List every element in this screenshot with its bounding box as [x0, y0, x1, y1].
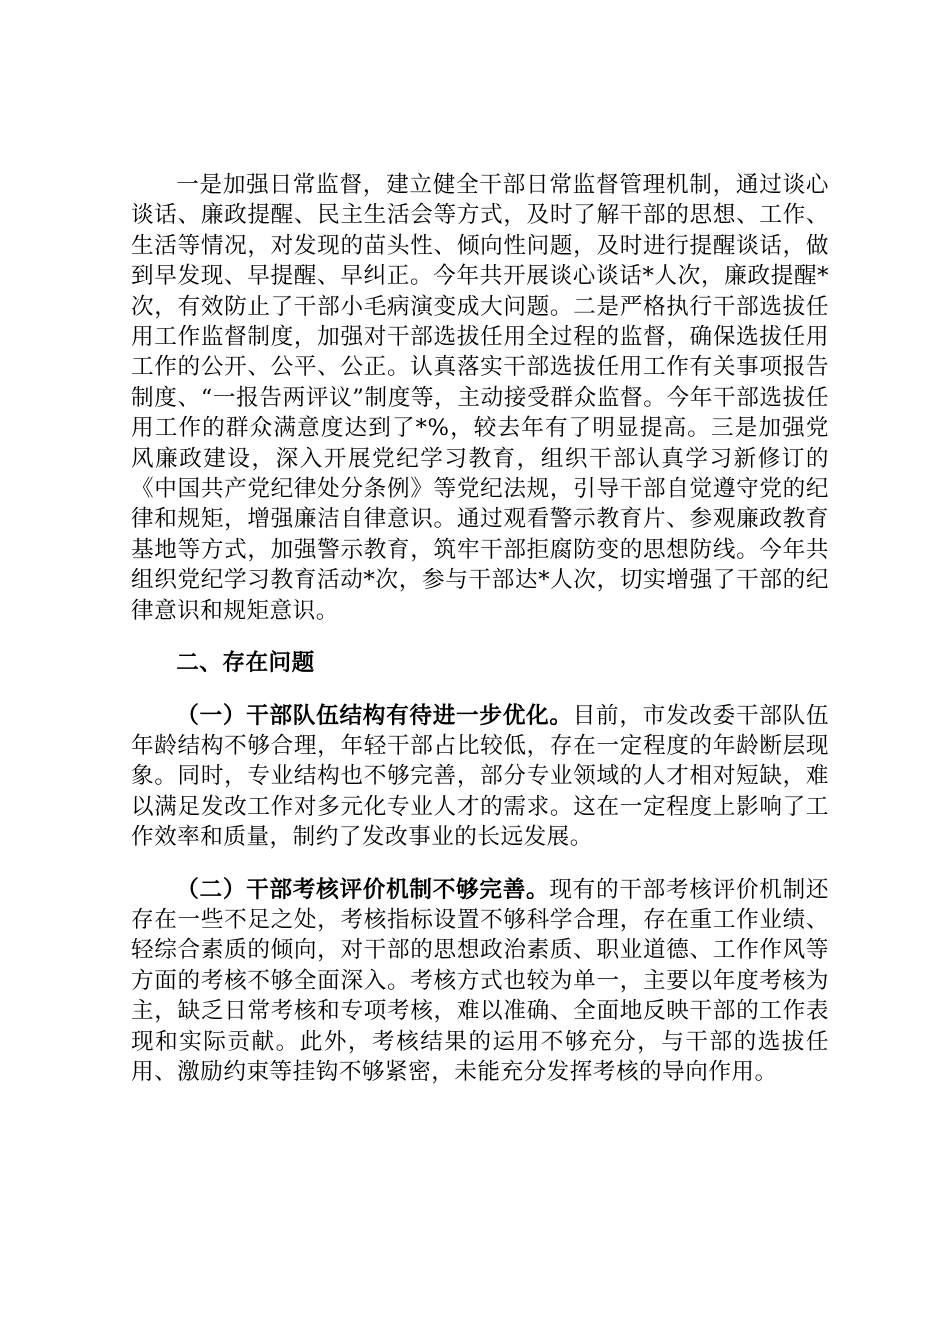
problem-title-structure: （一）干部队伍结构有待进一步优化。 — [176, 702, 573, 729]
document-page — [131, 170, 829, 1087]
problem-body-structure: 目前，市发改委干部队伍年龄结构不够合理，年轻干部占比较低，存在一定程度的年龄断层现象。同时，专业结构也不够完善，部分专业领域的人才相对短缺，难以满足发改工作对多元化专业人才的需求。这在一定程度上影响了工作效率和质量，制约了发改事业的长远发展。 — [131, 702, 830, 851]
problem-paragraph-evaluation — [131, 875, 829, 1088]
problem-title-evaluation: （二）干部考核评价机制不够完善。 — [176, 876, 550, 903]
problem-body-evaluation: 现有的干部考核评价机制还存在一些不足之处，考核指标设置不够科学合理，存在重工作业绩、轻综合素质的倾向，对干部的思想政治素质、职业道德、工作作风等方面的考核不够全面深入。考核方式也较为单一，主要以年度考核为主，缺乏日常考核和专项考核，难以准确、全面地反映干部的工作表现和实际贡献。此外，考核结果的运用不够充分，与干部的选拔任用、激励约束等挂钩不够紧密，未能充分发挥考核的导向作用。 — [131, 876, 830, 1085]
problem-paragraph-structure — [131, 701, 829, 853]
section-heading-problems: 二、存在问题 — [176, 650, 315, 677]
body-paragraph-supervision: 一是加强日常监督，建立健全干部日常监督管理机制，通过谈心谈话、廉政提醒、民主生活会等方式，及时了解干部的思想、工作、生活等情况，对发现的苗头性、倾向性问题，及时进行提醒谈话，做到早发现、早提醒、早纠正。今年共开展谈心谈话*人次，廉政提醒*次，有效防止了干部小毛病演变成大问题。二是严格执行干部选拔任用工作监督制度，加强对干部选拔任用全过程的监督，确保选拔任用工作的公开、公平、公正。认真落实干部选拔任用工作有关事项报告制度、“一报告两评议”制度等，主动接受群众监督。今年干部选拔任用工作的群众满意度达到了*%，较去年有了明显提高。三是加强党风廉政建设，深入开展党纪学习教育，组织干部认真学习新修订的《中国共产党纪律处分条例》等党纪法规，引导干部自觉遵守党的纪律和规矩，增强廉洁自律意识。通过观看警示教育片、参观廉政教育基地等方式，加强警示教育，筑牢干部拒腐防变的思想防线。今年共组织党纪学习教育活动*次，参与干部达*人次，切实增强了干部的纪律意识和规矩意识。 — [131, 172, 829, 624]
